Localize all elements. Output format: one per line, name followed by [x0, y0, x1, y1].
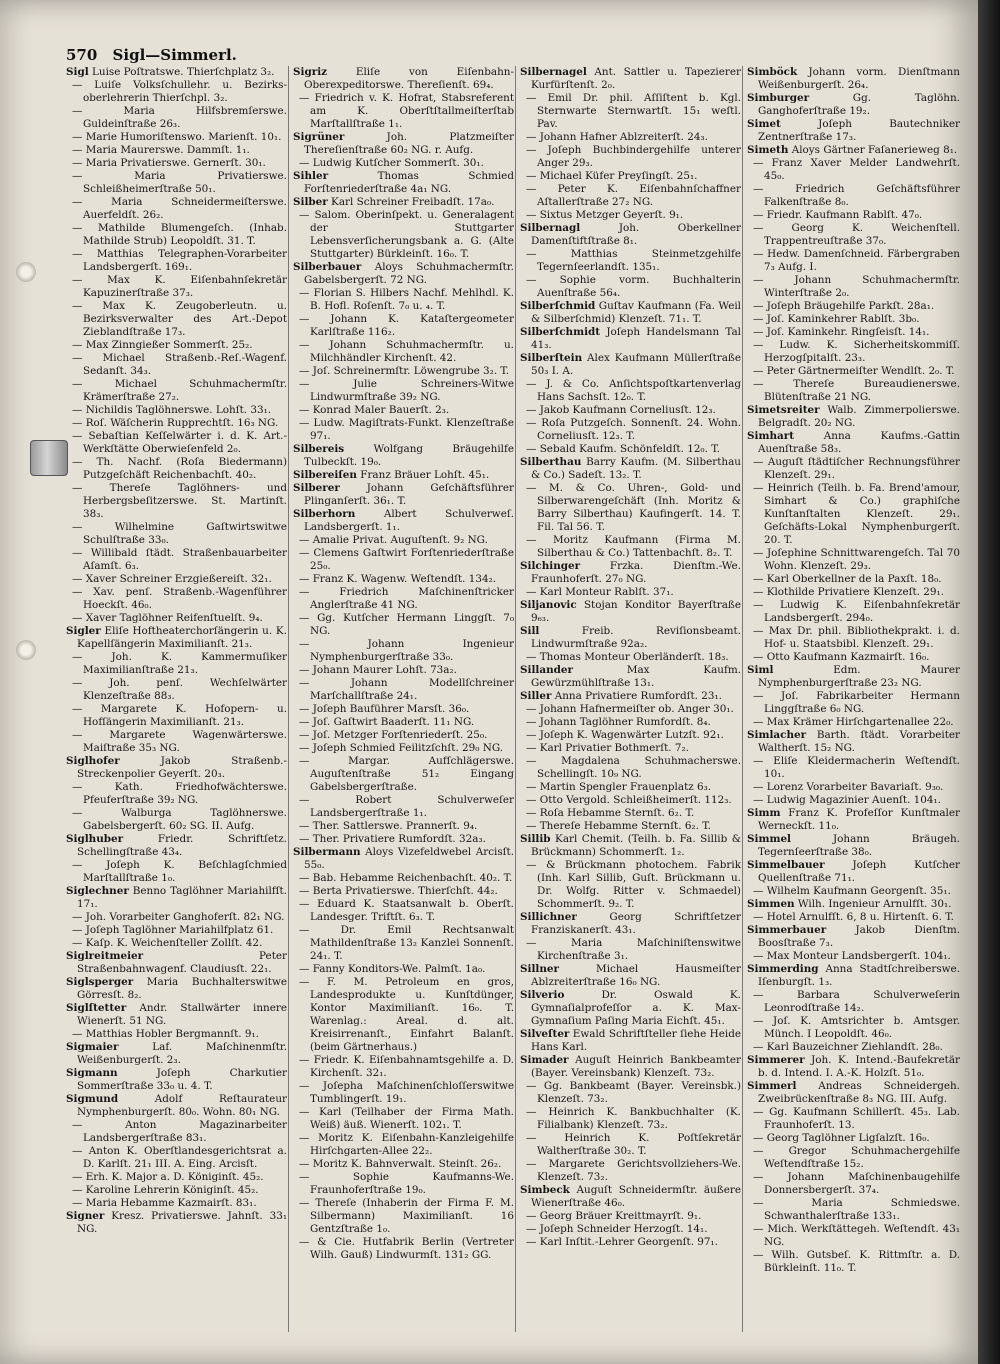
directory-entry: — Sixtus Metzger Geyerſt. 9₁.	[526, 209, 684, 221]
directory-entry: — Michael Straßenb.-Reſ.-Wagenf. Sedanſt. 34₃.	[72, 352, 287, 377]
directory-entry: — Robert Schulverweſer Landsbergerſtraße 1₁.	[299, 794, 514, 819]
directory-entry: — & Brückmann photochem. Fabrik (Inh. Karl Sillib, Guſt. Brückmann u. Dr. Wolfg. Ritter v. Schmaedel) Schommerſt. 9₂. T.	[526, 859, 741, 910]
directory-entry: — & Cie. Hutfabrik Berlin (Vertreter Wilh. Gauß) Lindwurmſt. 131₂ GG.	[299, 1236, 514, 1261]
column-4	[747, 66, 960, 1336]
directory-entry: — Ther. Sattlerswe. Prannerſt. 9₄.	[299, 820, 478, 832]
directory-entry: — Joſ. Metzger Forſtenriederſt. 25₀.	[299, 729, 488, 741]
directory-entry: Simader Auguſt Heinrich Bankbeamter (Bayer. Vereinsbank) Klenzeſt. 73₂.	[520, 1054, 741, 1079]
directory-entry: Simeth Aloys Gärtner Faſanerieweg 8₁.	[747, 144, 958, 156]
directory-entry: — Moritz Kaufmann (Firma M. Silberthau & Co.) Tattenbachſt. 8₂. T.	[526, 534, 741, 559]
directory-entry: — Wilhelm Kaufmann Georgenſt. 35₁.	[753, 885, 951, 897]
directory-entry: — Ludw. K. Sicherheitskommiſſ. Herzogſpitalſt. 23₃.	[753, 339, 960, 364]
directory-entry: Sillib Karl Chemit. (Teilh. b. Fa. Sillib & Brückmann) Schommerſt. 1₂.	[520, 833, 741, 858]
directory-entry: Silber Karl Schreiner Freibadſt. 17a₀.	[293, 196, 495, 208]
directory-entry: Silberbauer Aloys Schuhmachermſtr. Gabelsbergerſt. 72 NG.	[293, 261, 514, 286]
directory-entry: — Joh. Vorarbeiter Ganghoferſt. 82₁ NG.	[72, 911, 285, 923]
column-divider	[742, 66, 743, 1332]
directory-entry: — Maria Maurerswe. Dammſt. 1₁.	[72, 144, 250, 156]
directory-entry: — Joſeph Bräugehilfe Parkſt. 28a₁.	[753, 300, 935, 312]
directory-entry: — Mich. Werkſtättegeh. Weſtendſt. 43₁ NG.	[753, 1223, 960, 1248]
directory-entry: — Emil Dr. phil. Aſſiſtent b. Kgl. Sternwarte Sternwartſt. 15₁ weſtl. Pav.	[526, 92, 741, 130]
directory-entry: — Johann Maſchinenbaugehilfe Donnersbergerſt. 37₄.	[753, 1171, 960, 1196]
directory-entry: Siglsperger Maria Buchhalterswitwe Görresſt. 8₂.	[66, 976, 287, 1001]
directory-entry: — Lorenz Vorarbeiter Bavariaſt. 9₃₀.	[753, 781, 944, 793]
directory-entry: — Max Zinngießer Sommerſt. 25₂.	[72, 339, 253, 351]
directory-entry: — Joſeph Taglöhner Mariahilfplatz 61.	[72, 924, 274, 936]
directory-entry: Silberthau Barry Kaufm. (M. Silberthau & Co.) Sadeſt. 13₂. T.	[520, 456, 741, 481]
directory-entry: — Joſ. Schreinermſtr. Löwengrube 3₂. T.	[299, 365, 510, 377]
directory-entry: — Friedr. Kaufmann Rablſt. 47₀.	[753, 209, 923, 221]
punch-hole	[16, 262, 36, 282]
directory-entry: — Roſ. Wäſcherin Rupprechtſt. 16₃ NG.	[72, 417, 279, 429]
directory-entry: Signer Kresz. Privatierswe. Jahnſt. 33₁ NG.	[66, 1210, 287, 1235]
directory-entry: — Xaver Taglöhner Reifenſtuelſt. 9₄.	[72, 612, 263, 624]
directory-entry: — Johann Maurer Lohſt. 73a₂.	[299, 664, 457, 676]
directory-entry: — Thereſe (Inhaberin der Firma F. M. Silbermann) Maximilianſt. 16 Gentzſtraße 1₀.	[299, 1197, 514, 1235]
directory-entry: — Hotel Arnulfſt. 6, 8 u. Hirtenſt. 6. T.	[753, 911, 954, 923]
directory-entry: — Maria Privatierswe. Schleißheimerſtraße 50₁.	[72, 170, 287, 195]
directory-entry: — Joſ. K. Amtsrichter b. Amtsger. Münch. I Leopoldſt. 46₀.	[753, 1015, 960, 1040]
directory-entry: — Thereſe Taglöhners- und Herbergsbeſitzerswe. St. Martinſt. 38₃.	[72, 482, 287, 520]
directory-entry: Simböck Johann vorm. Dienſtmann Weißenburgerſt. 26₄.	[747, 66, 960, 91]
directory-entry: Siljanovic Stojan Konditor Bayerſtraße 9₆₃.	[520, 599, 741, 624]
directory-entry: Sillander Max Kaufm. Gewürzmühlſtraße 13₁.	[520, 664, 741, 689]
directory-entry: — Sebald Kaufm. Schönfeldſt. 12₀. T.	[526, 443, 720, 455]
directory-entry: — Anton Magazinarbeiter Landsbergerſtraße 83₁.	[72, 1119, 287, 1144]
directory-entry: Silberhorn Albert Schulverweſ. Landsbergerſt. 1₁.	[293, 508, 514, 533]
directory-entry: — Heinrich K. Bankbuchhalter (K. Filialbank) Klenzeſt. 73₂.	[526, 1106, 741, 1131]
directory-entry: — Fanny Konditors-We. Palmſt. 1a₀.	[299, 963, 486, 975]
directory-entry: — Otto Vergold. Schleißheimerſt. 112₃.	[526, 794, 732, 806]
directory-entry: — Erh. K. Major a. D. Königinſt. 45₂.	[72, 1171, 264, 1183]
directory-entry: — Joſeph K. Wagenwärter Lutzſt. 92₁.	[526, 729, 724, 741]
directory-entry: — Ludw. Magiſtrats-Funkt. Klenzeſtraße 97₁.	[299, 417, 514, 442]
directory-entry: — Florian S. Hilbers Nachf. Mehlhdl. K. B. Hofl. Roſenſt. 7₀ u. ₄. T.	[299, 287, 514, 312]
directory-entry: Silbereiſen Franz Bräuer Lohſt. 45₁.	[293, 469, 490, 481]
directory-entry: — Max Krämer Hirſchgartenallee 22₀.	[753, 716, 954, 728]
directory-entry: — M. & Co. Uhren-, Gold- und Silberwarengeſchäft (Inh. Moritz & Barry Silberthau) Kaufingerſt. 14. T. Fil. Tal 56. T.	[526, 482, 741, 533]
directory-entry: — Berta Privatierswe. Thierſchſt. 44₂.	[299, 885, 498, 897]
directory-entry: Sigmann Joſeph Charkutier Sommerſtraße 33₀ u. 4. T.	[66, 1067, 287, 1092]
directory-entry: Simm Franz K. Profeſſor Kunſtmaler Werneckſt. 11₀.	[747, 807, 960, 832]
directory-entry: — Bab. Hebamme Reichenbachſt. 40₂. T.	[299, 872, 513, 884]
directory-entry: Siglhofer Jakob Straßenb.-Streckenpolier Geyerſt. 20₃.	[66, 755, 287, 780]
directory-entry: — Sophie vorm. Buchhalterin Auenſtraße 56₄.	[526, 274, 741, 299]
directory-entry: Silberer Johann Geſchäftsführer Plinganſerſt. 36₁. T.	[293, 482, 514, 507]
directory-entry: — Ludwig Magazinier Auenſt. 104₁.	[753, 794, 941, 806]
directory-entry: — F. M. Petroleum en gros, Landesprodukte u. Kunſtdünger, Kontor Maximilianſt. 16₀. T. Warenlag.: Areal. d. alt. Kreisirrenanſt., Einfahrt Balanſt. (beim Gärtnerhaus.)	[299, 976, 514, 1053]
directory-entry: — Franz Xaver Melder Landwehrſt. 45₀.	[753, 157, 960, 182]
directory-entry: — Joſ. Kaminkehr. Ringſeisſt. 14₁.	[753, 326, 930, 338]
directory-entry: — Gg. Kaufmann Schillerſt. 45₃. Lab. Fraunhoferſt. 13.	[753, 1106, 960, 1131]
directory-entry: — Wilhelmine Gaſtwirtswitwe Schulſtraße 33₀.	[72, 521, 287, 546]
directory-entry: Siml Edm. Maurer Nymphenburgerſtraße 23₂ NG.	[747, 664, 960, 689]
directory-entry: — Gg. Bankbeamt (Bayer. Vereinsbk.) Klenzeſt. 73₂.	[526, 1080, 741, 1105]
directory-entry: — Walburga Taglöhnerswe. Gabelsbergerſt. 60₂ SG. II. Aufg.	[72, 807, 287, 832]
directory-entry: Silberſchmidt Joſeph Handelsmann Tal 41₃.	[520, 326, 741, 351]
directory-entry: — Maria Hebamme Kazmairſt. 83₁.	[72, 1197, 257, 1209]
directory-entry: Simmerbauer Jakob Dienſtm. Boosſtraße 7₃.	[747, 924, 960, 949]
directory-entry: — Wilh. Gutsbeſ. K. Rittmſtr. a. D. Bürkleinſt. 11₀. T.	[753, 1249, 960, 1274]
directory-entry: Silberſchmid Guſtav Kaufmann (Fa. Weil & Silberſchmid) Klenzeſt. 71₁. T.	[520, 300, 741, 325]
column-3	[520, 66, 741, 1336]
directory-entry: — Sophie Kaufmanns-We. Fraunhoferſtraße 19₀.	[299, 1171, 514, 1196]
directory-entry: — Maria Schneidermeiſterswe. Auerfeldſt. 26₂.	[72, 196, 287, 221]
column-2	[293, 66, 514, 1336]
directory-entry: — Kath. Friedhofwächterswe. Pfeuferſtraße 39₂ NG.	[72, 781, 287, 806]
directory-entry: — Johann Hafnermeiſter ob. Anger 30₁.	[526, 703, 734, 715]
directory-entry: — Clemens Gaſtwirt Forſtenriederſtraße 25₀.	[299, 547, 514, 572]
binder-clip	[30, 440, 68, 476]
directory-entry: Simmerer Joh. K. Intend.-Baufekretär b. d. Intend. I. A.-K. Holzſt. 51₀.	[747, 1054, 960, 1079]
directory-entry: — Joſephine Schnittwarengeſch. Tal 70 Wohn. Klenzeſt. 29₃.	[753, 547, 960, 572]
directory-entry: — Ludwig K. Eiſenbahnſekretär Landsbergerſt. 294₀.	[753, 599, 960, 624]
directory-entry: — Thomas Monteur Oberländerſt. 18₃.	[526, 651, 729, 663]
directory-entry: Silbereis Wolfgang Bräugehilfe Tulbeckſt. 19₀.	[293, 443, 514, 468]
directory-entry: Simetsreiter Walb. Zimmerpolierswe. Belgradſt. 20₂ NG.	[747, 404, 960, 429]
directory-entry: Sigriz Eliſe von Eiſenbahn-Oberexpeditorswe. Thereſienſt. 69₄.	[293, 66, 514, 91]
directory-entry: — Margar. Aufſchlägerswe. Auguſtenſtraße 51₂ Eingang Gabelsbergerſtraße.	[299, 755, 514, 793]
directory-entry: Simbeck Auguſt Schneidermſtr. äußere Wienerſtraße 46₀.	[520, 1184, 741, 1209]
directory-entry: — Peter Gärtnermeiſter Wendlſt. 2₀. T.	[753, 365, 955, 377]
directory-entry: — Franz K. Wagenw. Weſtendſt. 134₂.	[299, 573, 497, 585]
directory-entry: — Auguſt ſtädtiſcher Rechnungsführer Klenzeſt. 29₁.	[753, 456, 960, 481]
directory-entry: Sigler Eliſe Hoftheaterchorſängerin u. K. Kapellſängerin Maximilianſt. 21₃.	[66, 625, 287, 650]
directory-entry: — Kaſp. K. Weichenſteller Zollſt. 42.	[72, 937, 263, 949]
directory-entry: — Karl (Teilhaber der Firma Math. Weiß) äuß. Wienerſt. 102₁. T.	[299, 1106, 514, 1131]
directory-entry: Siglhuber Friedr. Schriftſetz. Schellingſtraße 43₄.	[66, 833, 287, 858]
directory-entry: Siglſtetter Andr. Stallwärter innere Wienerſt. 51 NG.	[66, 1002, 287, 1027]
page-header	[66, 46, 946, 68]
directory-entry: — Julie Schreiners-Witwe Lindwurmſtraße 39₂ NG.	[299, 378, 514, 403]
directory-entry: — Karoline Lehrerin Königinſt. 45₂.	[72, 1184, 259, 1196]
directory-entry: — Sebaſtian Keſſelwärter i. d. K. Art.-Werkſtätte Oberwieſenfeld 2₀.	[72, 430, 287, 455]
directory-entry: Sill Freib. Reviſionsbeamt. Lindwurmſtraße 92a₂.	[520, 625, 741, 650]
directory-entry: Siglechner Benno Taglöhner Mariahilfſt. 17₁.	[66, 885, 287, 910]
punch-hole	[16, 640, 36, 660]
directory-entry: — J. & Co. Anſichtspoſtkartenverlag Hans Sachsſt. 12₀. T.	[526, 378, 741, 403]
directory-entry: — Barbara Schulverweſerin Leonrodſtraße 14₂.	[753, 989, 960, 1014]
directory-entry: Sillichner Georg Schriftſetzer Franziskanerſt. 43₁.	[520, 911, 741, 936]
directory-entry: Simet Joſeph Bautechniker Zentnerſtraße 17₃.	[747, 118, 960, 143]
directory-entry: — Michael Schuhmachermſtr. Krämerſtraße 27₂.	[72, 378, 287, 403]
directory-entry: Simmerding Anna Stadtſchreiberswe. Iſenburgſt. 1₃.	[747, 963, 960, 988]
directory-entry: — Eliſe Kleidermacherin Weſtendſt. 10₁.	[753, 755, 960, 780]
directory-entry: — Joh. K. Kammermuſiker Maximilianſtraße 21₃.	[72, 651, 287, 676]
directory-entry: — Joſ. Kaminkehrer Rablſt. 3b₀.	[753, 313, 920, 325]
directory-entry: — Willibald ſtädt. Straßenbauarbeiter Aſamſt. 6₃.	[72, 547, 287, 572]
directory-entry: — Moritz K. Bahnverwalt. Steinſt. 26₂.	[299, 1158, 502, 1170]
directory-entry: — Karl Monteur Rablſt. 37₁.	[526, 586, 674, 598]
directory-entry: — Johann Hafner Ablzreiterſt. 24₃.	[526, 131, 708, 143]
directory-entry: — Maria Maſchiniſtenswitwe Kirchenſtraße 3₁.	[526, 937, 741, 962]
directory-entry: — Salom. Oberinſpekt. u. Generalagent der Stuttgarter Lebensverſicherungsbank a. G. (Alte Stuttgarter) Bürkleinſt. 16₀. T.	[299, 209, 514, 260]
directory-entry: — Roſa Putzgeſch. Sonnenſt. 24. Wohn. Corneliusſt. 12₃. T.	[526, 417, 741, 442]
directory-entry: — Hedw. Damenſchneid. Färbergraben 7₃ Aufg. I.	[753, 248, 960, 273]
directory-entry: — Johann K. Kataſtergeometer Karlſtraße 116₂.	[299, 313, 514, 338]
directory-entry: Simburger Gg. Taglöhn. Ganghoferſtraße 19₂.	[747, 92, 960, 117]
directory-entry: — Joſeph Schneider Herzogſt. 14₁.	[526, 1223, 708, 1235]
facing-page-edge	[978, 0, 1000, 1364]
directory-entry: Silbernagel Ant. Sattler u. Tapezierer Kurfürſtenſt. 2₀.	[520, 66, 741, 91]
column-divider	[515, 66, 516, 1332]
directory-entry: Silbermann Aloys Vizefeldwebel Arcisſt. 55₀.	[293, 846, 514, 871]
page-title: Sigl—Simmerl.	[112, 46, 237, 64]
directory-entry: — Roſa Hebamme Sternſt. 6₂. T.	[526, 807, 695, 819]
directory-entry: — Nichildis Taglöhnerswe. Lohſt. 33₁.	[72, 404, 272, 416]
directory-entry: Simmen Wilh. Ingenieur Arnulfſt. 30₁.	[747, 898, 952, 910]
directory-entry: — Max K. Zeugoberleutn. u. Bezirksverwalter des Art.-Depot Zieblandſtraße 17₃.	[72, 300, 287, 338]
directory-entry: Siller Anna Privatiere Rumfordſt. 23₁.	[520, 690, 722, 702]
directory-entry: — Thereſe Bureaudienerswe. Blütenſtraße 21 NG.	[753, 378, 960, 403]
directory-entry: — Jakob Kaufmann Corneliusſt. 12₃.	[526, 404, 716, 416]
directory-entry: — Friedr. K. Eiſenbahnamtsgehilfe a. D. Kirchenſt. 32₁.	[299, 1054, 514, 1079]
directory-entry: — Eduard K. Staatsanwalt b. Oberſt. Landesger. Triftſt. 6₃. T.	[299, 898, 514, 923]
directory-entry: — Anton K. Oberſtlandesgerichtsrat a. D. Karlſt. 21₁ III. A. Eing. Arcisſt.	[72, 1145, 287, 1170]
column-1	[66, 66, 287, 1336]
directory-entry: — Matthias Steinmetzgehilfe Tegernſeerlandſt. 135₁.	[526, 248, 741, 273]
directory-entry: Simmelbauer Joſeph Kutſcher Quellenſtraße 71₁.	[747, 859, 960, 884]
directory-entry: — Margarete K. Hofopern- u. Hofſängerin Maximilianſt. 21₃.	[72, 703, 287, 728]
directory-entry: — Joſeph K. Beſchlagſchmied Marſtallſtraße 1₀.	[72, 859, 287, 884]
directory-entry: — Xav. penſ. Straßenb.-Wagenführer Hoeckſt. 46₀.	[72, 586, 287, 611]
directory-entry: Silveſter Ewald Schriftſteller ſiehe Heide Hans Karl.	[520, 1028, 741, 1053]
directory-entry: — Heinrich K. Poſtſekretär Waltherſtraße 30₂. T.	[526, 1132, 741, 1157]
directory-entry: — Karl Oberkellner de la Paxſt. 18₀.	[753, 573, 942, 585]
directory-entry: — Maria Hilfsbremſerswe. Guldeinſtraße 26₃.	[72, 105, 287, 130]
directory-entry: — Heinrich (Teilh. b. Fa. Brend'amour, Simhart & Co.) graphiſche Kunſtanſtalten Klenzeſt. 29₁. Geſchäfts-Lokal Nymphenburgerſt. 20. T.	[753, 482, 960, 546]
directory-entry: — Karl Privatier Bothmerſt. 7₂.	[526, 742, 689, 754]
directory-entry: — Dr. Emil Rechtsanwalt Mathildenſtraße 13₂ Kanzlei Sonnenſt. 24₁. T.	[299, 924, 514, 962]
directory-entry: Silchinger Frzka. Dienſtm.-We. Fraunhoferſt. 27₀ NG.	[520, 560, 741, 585]
directory-entry: Sillner Michael Hausmeiſter Ablzreiterſtraße 16₀ NG.	[520, 963, 741, 988]
directory-entry: — Gg. Kutſcher Hermann Linggſt. 7₀ NG.	[299, 612, 514, 637]
directory-entry: — Joſeph Buchbindergehilfe unterer Anger 29₃.	[526, 144, 741, 169]
directory-entry: — Martin Spengler Frauenplatz 6₃.	[526, 781, 712, 793]
directory-entry: — Moritz K. Eiſenbahn-Kanzleigehilfe Hirſchgarten-Allee 22₂.	[299, 1132, 514, 1157]
directory-entry: — Thereſe Hebamme Sternſt. 6₂. T.	[526, 820, 711, 832]
directory-entry: — Johann Schuhmachermſtr. Winterſtraße 2₀.	[753, 274, 960, 299]
directory-entry: Simmerl Andreas Schneidergeh. Zweibrückenſtraße 8₃ NG. III. Aufg.	[747, 1080, 960, 1105]
directory-entry: — Klothilde Privatiere Klenzeſt. 29₁.	[753, 586, 944, 598]
directory-entry: — Joſ. Fabrikarbeiter Hermann Linggſtraße 6₀ NG.	[753, 690, 960, 715]
directory-entry: Siglreitmeier Peter Straßenbahnwagenf. Claudiusſt. 22₁.	[66, 950, 287, 975]
directory-entry: Simlacher Barth. ſtädt. Vorarbeiter Waltherſt. 15₂ NG.	[747, 729, 960, 754]
directory-entry: — Matthias Hobler Bergmannſt. 9₁.	[72, 1028, 259, 1040]
directory-entry: — Margarete Gerichtsvollziehers-We. Klenzeſt. 73₂.	[526, 1158, 741, 1183]
directory-entry: — Gregor Schuhmachergehilfe Weſtendſtraße 15₂.	[753, 1145, 960, 1170]
directory-entry: — Friedrich Maſchinenſtricker Anglerſtraße 41 NG.	[299, 586, 514, 611]
directory-entry: Silberſtein Alex Kaufmann Müllerſtraße 50₃ I. A.	[520, 352, 741, 377]
directory-entry: — Friedrich v. K. Hofrat, Stabsreferent am K. Oberſtſtallmeiſterſtab Marſtallſtraße 1₁.	[299, 92, 514, 130]
directory-entry: — Johann Schuhmachermſtr. u. Milchhändler Kirchenſt. 42.	[299, 339, 514, 364]
directory-entry: — Georg K. Weichenſtell. Trappentreuſtraße 37₀.	[753, 222, 960, 247]
directory-entry: — Georg Taglöhner Ligſalzſt. 16₀.	[753, 1132, 930, 1144]
directory-entry: — Konrad Maler Bauerſt. 2₃.	[299, 404, 450, 416]
directory-entry: — Marie Humoriſtenswo. Marienſt. 10₁.	[72, 131, 282, 143]
directory-entry: — Johann Taglöhner Rumfordſt. 8₄.	[526, 716, 711, 728]
column-divider	[288, 66, 289, 1332]
directory-entry: — Xaver Schreiner Erzgießereiſt. 32₁.	[72, 573, 272, 585]
directory-entry: — Th. Nachf. (Roſa Biedermann) Putzgeſchäft Reichenbachſt. 40₂.	[72, 456, 287, 481]
directory-entry: — Karl Bauzeichner Ziehlandſt. 28₀.	[753, 1041, 943, 1053]
page-number: 570	[66, 46, 98, 64]
directory-entry: — Joſeph Schmied Feilitzſchſt. 29₀ NG.	[299, 742, 504, 754]
directory-entry: — Ludwig Kutſcher Sommerſt. 30₁.	[299, 157, 484, 169]
directory-entry: — Joſ. Gaſtwirt Baaderſt. 11₁ NG.	[299, 716, 475, 728]
directory-entry: — Max K. Eiſenbahnſekretär Kapuzinerſtraße 37₃.	[72, 274, 287, 299]
directory-entry: Silverio Dr. Oswald K. Gymnaſialprofeſſor a. K. Max-Gymnaſium Paſing Maria Eichſt. 45₁.	[520, 989, 741, 1027]
directory-entry: Sigl Luise Poſtratswe. Thierſchplatz 3₂.	[66, 66, 275, 78]
directory-entry: Sihler Thomas Schmied Forſtenriederſtraße 4a₁ NG.	[293, 170, 514, 195]
directory-entry: — Margarete Wagenwärterswe. Maiſtraße 35₃ NG.	[72, 729, 287, 754]
directory-entry: — Georg Bräuer Kreittmayrſt. 9₁.	[526, 1210, 702, 1222]
directory-entry: Sigmaier Laf. Maſchinenmſtr. Weißenburgerſt. 2₃.	[66, 1041, 287, 1066]
directory-entry: Simmel Johann Bräugeh. Tegernſeerſtraße 38₀.	[747, 833, 960, 858]
directory-entry: — Johann Modellſchreiner Marſchallſtraße 24₁.	[299, 677, 514, 702]
directory-entry: — Luiſe Volksſchullehr. u. Bezirks-oberlehrerin Thierſchpl. 3₂.	[72, 79, 287, 104]
directory-entry: — Johann Ingenieur Nymphenburgerſtraße 33₀.	[299, 638, 514, 663]
directory-entry: — Joſeph Bauführer Marsſt. 36₀.	[299, 703, 470, 715]
directory-entry: — Amalie Privat. Auguſtenſt. 9₂ NG.	[299, 534, 488, 546]
directory-entry: — Magdalena Schuhmacherswe. Schellingſt. 10₉ NG.	[526, 755, 741, 780]
directory-entry: Sigrüner Joh. Platzmeiſter Thereſienſtraße 60₂ NG. r. Aufg.	[293, 131, 514, 156]
directory-entry: — Joh. penſ. Wechſelwärter Klenzeſtraße 88₃.	[72, 677, 287, 702]
directory-entry: — Max Dr. phil. Bibliothekprakt. i. d. Hof- u. Staatsbibl. Klenzeſt. 29₁.	[753, 625, 960, 650]
directory-entry: — Maria Schmiedswe. Schwanthalerſtraße 133₁.	[753, 1197, 960, 1222]
directory-entry: Sigmund Adolf Reſtaurateur Nymphenburgerſt. 80₀. Wohn. 80₁ NG.	[66, 1093, 287, 1118]
directory-entry: — Peter K. Eiſenbahnſchaffner Aſtallerſtraße 27₂ NG.	[526, 183, 741, 208]
directory-entry: — Mathilde Blumengeſch. (Inhab. Mathilde Strub) Leopoldſt. 31. T.	[72, 222, 287, 247]
directory-entry: — Karl Inſtit.-Lehrer Georgenſt. 97₁.	[526, 1236, 718, 1248]
directory-entry: — Joſepha Maſchinenſchloſſerswitwe Tumblingerſt. 19₁.	[299, 1080, 514, 1105]
directory-entry: — Friedrich Geſchäftsführer Falkenſtraße 8₀.	[753, 183, 960, 208]
directory-entry: — Max Monteur Landsbergerſt. 104₁.	[753, 950, 951, 962]
directory-entry: — Matthias Telegraphen-Vorarbeiter Landsbergerſt. 169₁.	[72, 248, 287, 273]
directory-entry: Simhart Anna Kaufms.-Gattin Auenſtraße 58₃.	[747, 430, 960, 455]
directory-entry: — Michael Küfer Preyſingſt. 25₁.	[526, 170, 698, 182]
directory-entry: Silbernagl Joh. Oberkellner Damenſtiftſtraße 8₁.	[520, 222, 741, 247]
directory-entry: — Ther. Privatiere Rumfordſt. 32a₃.	[299, 833, 486, 845]
directory-entry: — Maria Privatierswe. Gernerſt. 30₁.	[72, 157, 266, 169]
directory-entry: — Otto Kaufmann Kazmairſt. 16₀.	[753, 651, 930, 663]
